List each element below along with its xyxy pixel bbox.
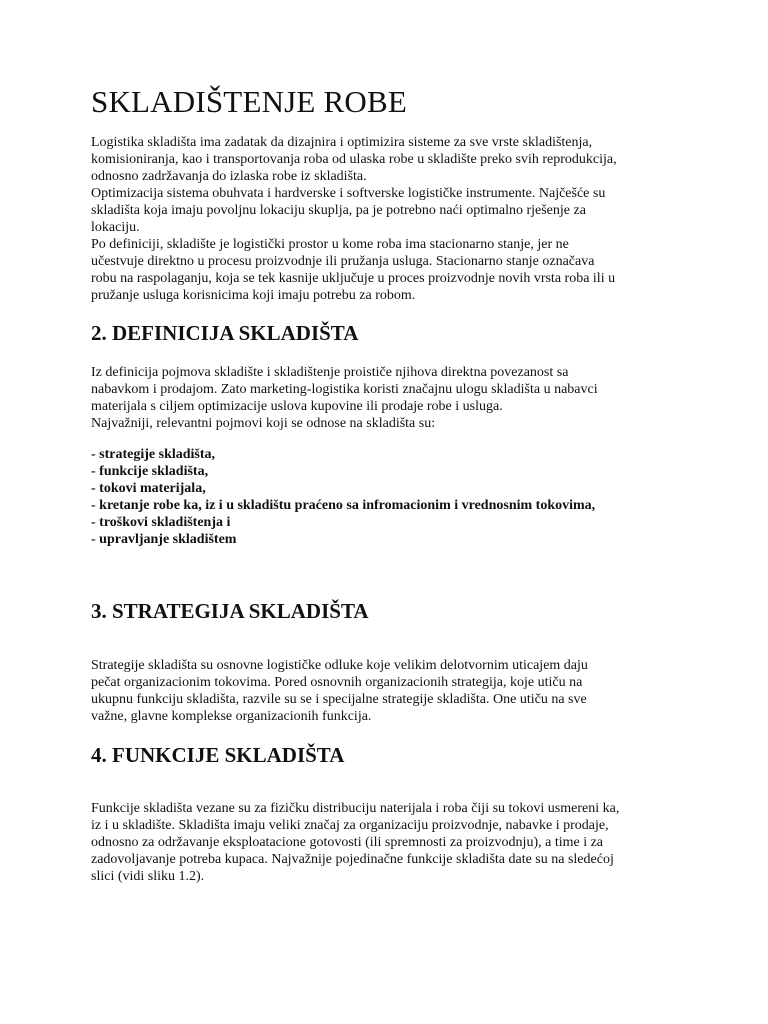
text-line: važne, glavne komplekse organizacionih funkcija. [91, 709, 372, 724]
section-heading-funkcije: 4. FUNKCIJE SKLADIŠTA [91, 743, 345, 767]
text-line: slici (vidi sliku 1.2). [91, 869, 205, 884]
text-line: Najvažniji, relevantni pojmovi koji se odnose na skladišta su: [91, 416, 436, 431]
list-item: - kretanje robe ka, iz i u skladištu praćeno sa infromacionim i vrednosnim tokovima, [91, 498, 596, 513]
list-item: - funkcije skladišta, [91, 464, 209, 479]
text-line: iz i u skladište. Skladišta imaju veliki značaj za organizaciju proizvodnje, nabavke i prodaje, [91, 818, 609, 833]
text-line: Logistika skladišta ima zadatak da dizajnira i optimizira sisteme za sve vrste skladištenja, [91, 135, 593, 150]
document-title: SKLADIŠTENJE ROBE [91, 84, 407, 119]
text-line: Iz definicija pojmova skladište i skladištenje proističe njihova direktna povezanost sa [91, 365, 569, 380]
text-line: zadovoljavanje potreba kupaca. Najvažnije pojedinačne funkcije skladišta date su na sledećoj [91, 852, 614, 867]
section-heading-definicija: 2. DEFINICIJA SKLADIŠTA [91, 321, 359, 345]
list-item: - troškovi skladištenja i [91, 515, 231, 530]
text-line: učestvuje direktno u procesu proizvodnje ili pružanja usluga. Stacionarno stanje označava [91, 254, 595, 269]
text-line: lokaciju. [91, 220, 140, 235]
list-item: - strategije skladišta, [91, 447, 216, 462]
list-item: - upravljanje skladištem [91, 532, 237, 547]
section2-paragraph [91, 364, 598, 432]
text-line: pružanje usluga korisnicima koji imaju potrebu za robom. [91, 288, 416, 303]
skladista-terms-list [91, 446, 595, 548]
text-line: Po definiciji, skladište je logistički prostor u kome roba ima stacionarno stanje, jer ne [91, 237, 569, 252]
section-heading-strategija: 3. STRATEGIJA SKLADIŠTA [91, 599, 369, 623]
section3-paragraph [91, 657, 588, 725]
text-line: odnosno zadržavanja do izlaska robe iz skladišta. [91, 169, 367, 184]
text-line: odnosno za održavanje eksploatacione gotovosti (ili spremnosti za proizvodnju), a time i za [91, 835, 604, 850]
text-line: materijala s ciljem optimizacije uslova kupovine ili prodaje robe i usluga. [91, 399, 503, 414]
text-line: skladišta koja imaju povoljnu lokaciju skuplja, pa je potrebno naći optimalno rješenje za [91, 203, 586, 218]
intro-paragraph [91, 134, 617, 304]
text-line: pečat organizacionim tokovima. Pored osnovnih organizacionih strategija, koje utiču na [91, 675, 583, 690]
text-line: Optimizacija sistema obuhvata i hardverske i softverske logističke instrumente. Najčešće su [91, 186, 606, 201]
text-line: Strategije skladišta su osnovne logističke odluke koje velikim delotvornim uticajem daju [91, 658, 588, 673]
text-line: nabavkom i prodajom. Zato marketing-logistika koristi značajnu ulogu skladišta u nabavci [91, 382, 598, 397]
section4-paragraph [91, 800, 619, 885]
text-line: komisioniranja, kao i transportovanja roba od ulaska robe u skladište preko svih reprodukcija, [91, 152, 617, 167]
text-line: Funkcije skladišta vezane su za fizičku distribuciju naterijala i roba čiji su tokovi usmereni ka, [91, 801, 620, 816]
list-item: - tokovi materijala, [91, 481, 206, 496]
text-line: robu na raspolaganju, koja se tek kasnije uključuje u proces proizvodnje novih vrsta roba ili u [91, 271, 616, 286]
text-line: ukupnu funkciju skladišta, razvile su se i specijalne strategije skladišta. One utiču na sve [91, 692, 587, 707]
